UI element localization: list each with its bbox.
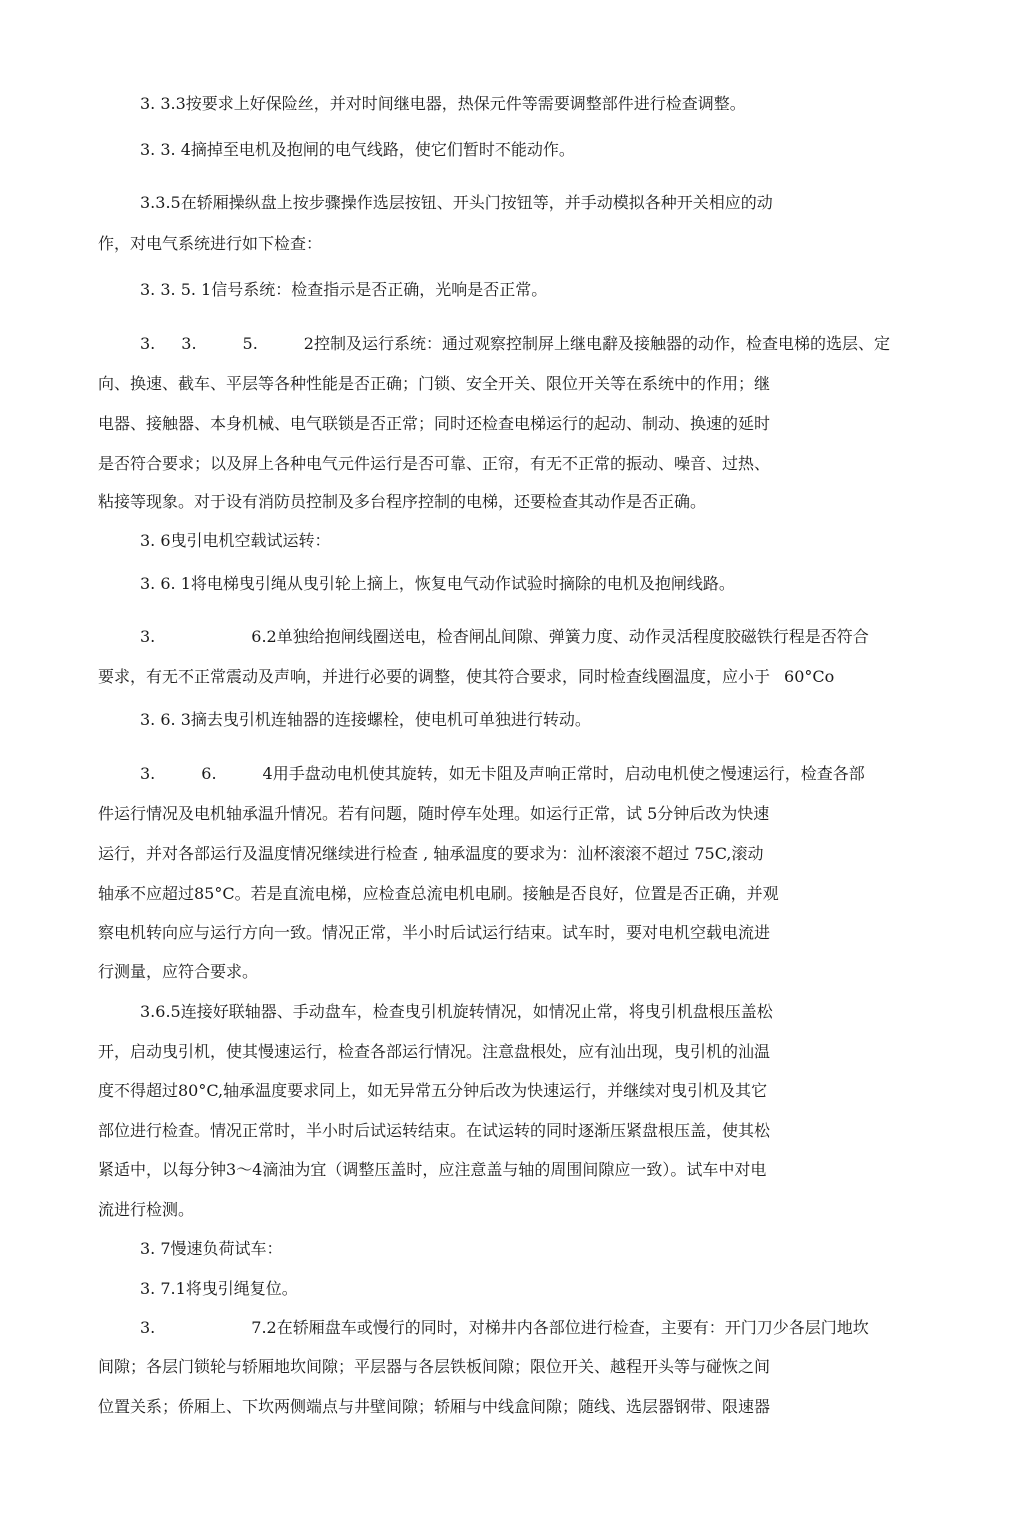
section-number-part: 6. (201, 764, 217, 783)
paragraph-3-6-4-line-1 (140, 764, 865, 784)
paragraph-3-6-4-line-3: 运行，并对各部运行及温度情况继续进行检查 , 轴承温度的要求为：汕杯滚滚不超过 75C,滚动 (98, 844, 764, 863)
section-number-part: 3. (181, 334, 197, 353)
paragraph-3-6-3: 3. 6. 3摘去曳引机连轴器的连接螺栓，使电机可单独进行转动。 (140, 710, 591, 729)
paragraph-3-3-3: 3. 3.3按要求上好保险丝，并对时间继电器，热保元件等需要调整部件进行检查调整。 (140, 94, 746, 113)
temperature-value: 60°Co (784, 667, 835, 686)
paragraph-3-6-4-line-4: 轴承不应超过85°C。若是直流电梯，应检查总流电机电刷。接触是否良好，位置是否正确，并观 (98, 884, 779, 903)
paragraph-3-3-4: 3. 3. 4摘掉至电机及抱闸的电气线路，使它们暂时不能动作。 (140, 140, 575, 159)
paragraph-text: 2控制及运行系统：通过观察控制屏上继电辭及接触器的动作，检查电梯的选层、定 (303, 334, 890, 353)
paragraph-3-6-2-line-1 (140, 627, 869, 647)
paragraph-3-7-2-line-1 (140, 1318, 869, 1338)
paragraph-3-7-2-line-3: 位置关系；侨厢上、下坎两侧端点与井壁间隙；轿厢与中线盒间隙；随线、选层器钢带、限速器 (98, 1397, 771, 1416)
paragraph-3-6-4-line-2: 件运行情况及电机轴承温升情况。若有问题，随时停车处理。如运行正常，试 5分钟后改为快速 (98, 804, 770, 823)
section-number-part: 3. (140, 627, 156, 646)
paragraph-3-3-5-2-line-4: 是否符合要求；以及屏上各种电气元件运行是否可靠、正帘，有无不正常的振动、噪音、过热、 (98, 454, 771, 473)
paragraph-3-6-2-line-2 (98, 667, 834, 687)
paragraph-3-6-5-line-4: 部位进行检查。情况正常时，半小时后试运转结束。在试运转的同时逐渐压紧盘根压盖，使其松 (98, 1121, 771, 1140)
paragraph-3-6-4-line-5: 察电机转向应与运行方向一致。情况正常，半小时后试运行结束。试车时，要对电机空载电流进 (98, 923, 771, 942)
paragraph-3-3-5-2-line-3: 电器、接触器、本身机械、电气联锁是否正常；同时还检查电梯运行的起动、制动、换速的延时 (98, 414, 771, 433)
paragraph-3-3-5-2-line-5: 粘接等现象。对于设有消防员控制及多台程序控制的电梯，还要检查其动作是否正确。 (98, 492, 707, 511)
paragraph-3-6-4-line-6: 行测量，应符合要求。 (98, 962, 259, 981)
paragraph-3-3-5-2-line-1 (140, 334, 890, 354)
paragraph-3-3-5-line-1: 3.3.5在轿厢操纵盘上按步骤操作选层按钮、开头门按钮等，并手动模拟各种开关相应的动 (140, 193, 773, 212)
paragraph-3-7-2-line-2: 间隙；各层门锁轮与轿厢地坎间隙；平层器与各层铁板间隙；限位开关、越程开头等与碰恢之间 (98, 1357, 771, 1376)
paragraph-3-3-5-2-line-2: 向、换速、截车、平层等各种性能是否正确；门锁、安全开关、限位开关等在系统中的作用；继 (98, 374, 771, 393)
section-number-part: 5. (242, 334, 258, 353)
paragraph-3-6: 3. 6曳引电机空载试运转： (140, 531, 331, 550)
section-number-part: 3. (140, 1318, 156, 1337)
paragraph-3-6-5-line-5: 紧适中，以每分钟3〜4滴油为宜（调整压盖时，应注意盖与轴的周围间隙应一致）。试车中对电 (98, 1160, 767, 1179)
section-number-part: 3. (140, 764, 156, 783)
paragraph-3-6-5-line-1: 3.6.5连接好联轴器、手动盘车，检查曳引机旋转情况，如情况止常，将曳引机盘根压盖松 (140, 1002, 773, 1021)
paragraph-text: 4用手盘动电机使其旋转，如无卡阻及声响正常时，启动电机使之慢速运行，检查各部 (262, 764, 865, 783)
paragraph-3-3-5-1: 3. 3. 5. 1信号系统：检查指示是否正确，光响是否正常。 (140, 280, 548, 299)
paragraph-3-6-5-line-3: 度不得超过80°C,轴承温度要求同上，如无异常五分钟后改为快速运行，并继续对曳引机及其它 (98, 1081, 768, 1100)
paragraph-text: 要求，有无不正常震动及声响，并进行必要的调整，使其符合要求，同时检查线圈温度，应小于 (98, 667, 771, 686)
paragraph-3-3-5-line-2: 作，对电气系统进行如下检查： (98, 234, 323, 253)
paragraph-3-6-1: 3. 6. 1将电梯曳引绳从曳引轮上摘上，恢复电气动作试验时摘除的电机及抱闸线路。 (140, 574, 735, 593)
paragraph-text: 6.2单独给抱闸线圈送电，检杳闸乩间隙、弹簧力度、动作灵活程度胶磁铁行程是否符合 (251, 627, 869, 646)
paragraph-3-7: 3. 7慢速负荷试车： (140, 1239, 283, 1258)
section-number-part: 3. (140, 334, 156, 353)
paragraph-3-6-5-line-2: 开，启动曳引机，使其慢速运行，检查各部运行情况。注意盘根处，应有汕出现，曳引机的汕温 (98, 1042, 771, 1061)
paragraph-text: 7.2在轿厢盘车或慢行的同时，对梯井内各部位进行检查，主要有：开门刀少各层门地坎 (251, 1318, 869, 1337)
paragraph-3-7-1: 3. 7.1将曳引绳复位。 (140, 1279, 298, 1298)
paragraph-3-6-5-line-6: 流进行检测。 (98, 1200, 195, 1219)
